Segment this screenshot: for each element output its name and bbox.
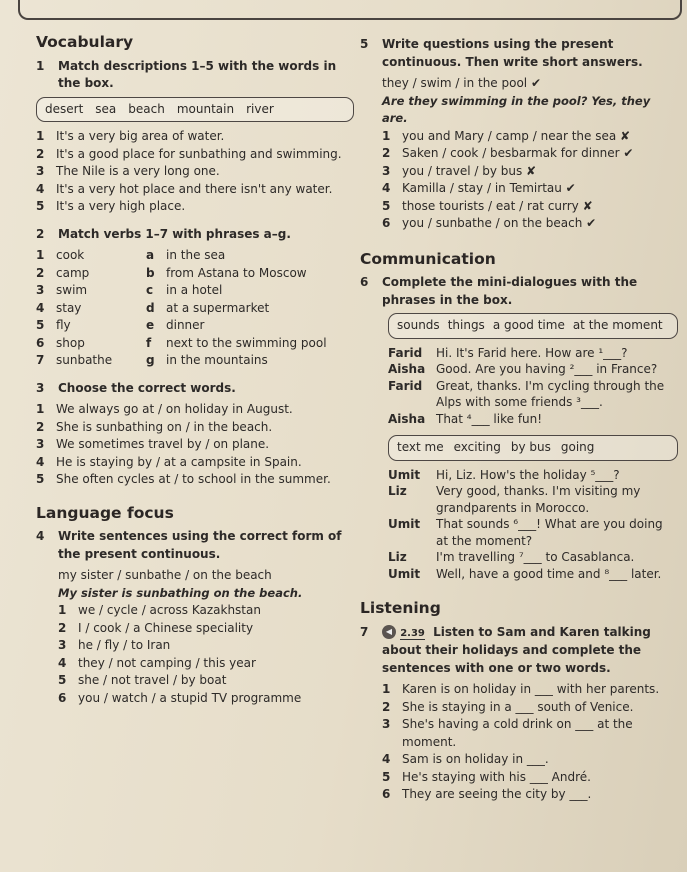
list-item: 2 She is staying in a ___ south of Venice. bbox=[382, 699, 634, 714]
audio-icon[interactable]: ◀ bbox=[382, 625, 396, 639]
listening-heading: Listening bbox=[360, 599, 441, 617]
exercise-5-instruction: 5 Write questions using the present continuous. Then write short answers. bbox=[360, 37, 643, 69]
list-item: 5 she / not travel / by boat bbox=[58, 673, 227, 687]
phrase-box-1: sounds things a good time at the moment bbox=[388, 313, 678, 339]
list-item: 1 It's a very big area of water. bbox=[36, 129, 225, 143]
word-box-item: beach bbox=[128, 101, 165, 116]
verb-cell: 7 sunbathe bbox=[36, 353, 113, 367]
left-column bbox=[36, 34, 354, 707]
model-prompt: my sister / sunbathe / on the beach bbox=[58, 568, 272, 582]
list-item: 2 Saken / cook / besbarmak for dinner ✔ bbox=[382, 146, 634, 160]
list-item: 1 we / cycle / across Kazakhstan bbox=[58, 603, 261, 617]
exercise-5-items bbox=[360, 128, 678, 233]
exercise-4-items bbox=[36, 602, 354, 707]
exercise-7-instruction: 7 ◀ 2.39 Listen to Sam and Karen talking about their holidays and complete the sentences with one or two words. bbox=[360, 624, 651, 675]
instruction-text: Match descriptions 1–5 with the words in the box. bbox=[58, 58, 337, 90]
track-number: 2.39 bbox=[400, 627, 425, 639]
word-box-item: mountain bbox=[176, 101, 235, 116]
dialogue-2: Umit Hi, Liz. How's the holiday ⁵___? Liz Very good, thanks. I'm visiting my grandparents in Morocco. Umit That sounds ⁶___! What are you doing at the moment? Liz I'm travelling ⁷___ to Casablanca. Umit Well, have a good time and ⁸___ later. bbox=[388, 467, 663, 581]
verb-cell: 4 stay bbox=[36, 300, 82, 315]
phrase-cell: d at a supermarket bbox=[146, 300, 270, 315]
verb-cell: 5 fly bbox=[36, 318, 71, 332]
list-item: 3 you / travel / by bus ✘ bbox=[382, 163, 537, 178]
list-item: 1 We always go at / on holiday in August. bbox=[36, 402, 293, 416]
verb-cell: 2 camp bbox=[36, 265, 90, 280]
vocabulary-heading: Vocabulary bbox=[36, 33, 134, 51]
phrase-box-2: text me exciting by bus going bbox=[388, 435, 678, 461]
word-box-item: river bbox=[246, 101, 274, 116]
exercise-3-instruction: 3 Choose the correct words. bbox=[36, 380, 236, 395]
list-item: 5 He's staying with his ___ André. bbox=[382, 769, 591, 784]
exercise-1-items bbox=[36, 128, 354, 216]
list-item: 5 She often cycles at / to school in the summer. bbox=[36, 472, 331, 486]
list-item: 1 Karen is on holiday in ___ with her parents. bbox=[382, 682, 660, 696]
phrase-cell: c in a hotel bbox=[146, 283, 223, 297]
word-box-1 bbox=[36, 97, 354, 123]
verb-cell: 6 shop bbox=[36, 335, 85, 350]
exercise-1-instruction bbox=[36, 58, 354, 93]
communication-heading: Communication bbox=[360, 249, 496, 268]
exercise-6-instruction: 6 Complete the mini-dialogues with the phrases in the box. bbox=[360, 275, 638, 307]
phrase-cell: a in the sea bbox=[146, 248, 226, 262]
phrase-cell: f next to the swimming pool bbox=[146, 335, 327, 350]
exercise-number: 1 bbox=[36, 58, 45, 73]
model-answer: Are they swimming in the pool? Yes, they are. bbox=[382, 93, 651, 125]
list-item: 6 They are seeing the city by ___. bbox=[382, 787, 592, 801]
exercise-3-items bbox=[36, 401, 354, 489]
exercise-4-instruction: 4 Write sentences using the correct form of the present continuous. bbox=[36, 529, 342, 561]
list-item: 4 He is staying by / at a campsite in Spain. bbox=[36, 454, 302, 469]
right-column bbox=[360, 36, 678, 804]
phrase-cell: g in the mountains bbox=[146, 353, 268, 367]
language-focus-heading: Language focus bbox=[36, 503, 174, 522]
list-item: 3 She's having a cold drink on ___ at the moment. bbox=[382, 717, 633, 749]
list-item: 4 It's a very hot place and there isn't any water. bbox=[36, 181, 333, 196]
verb-cell: 3 swim bbox=[36, 283, 88, 297]
word-box-item: sea bbox=[95, 101, 117, 116]
list-item: 5 those tourists / eat / rat curry ✘ bbox=[382, 198, 593, 213]
top-frame bbox=[18, 0, 682, 20]
model-answer: My sister is sunbathing on the beach. bbox=[58, 585, 303, 600]
dialogue-1: Farid Hi. It's Farid here. How are ¹___? Aisha Good. Are you having ²___ in France? Farid Great, thanks. I'm cycling through the Alps with some friends ³___. Aisha That ⁴___ like fun! bbox=[388, 345, 665, 426]
list-item: 2 I / cook / a Chinese speciality bbox=[58, 620, 254, 635]
list-item: 3 The Nile is a very long one. bbox=[36, 164, 220, 178]
list-item: 6 you / watch / a stupid TV programme bbox=[58, 690, 302, 705]
list-item: 3 We sometimes travel by / on plane. bbox=[36, 437, 270, 451]
phrase-cell: b from Astana to Moscow bbox=[146, 265, 307, 280]
verb-cell: 1 cook bbox=[36, 248, 85, 262]
exercise-7-items bbox=[360, 681, 678, 804]
list-item: 6 you / sunbathe / on the beach ✔ bbox=[382, 216, 597, 230]
list-item: 2 She is sunbathing on / in the beach. bbox=[36, 419, 273, 434]
verb-phrase-table bbox=[36, 247, 354, 370]
list-item: 4 Kamilla / stay / in Temirtau ✔ bbox=[382, 181, 576, 195]
phrase-cell: e dinner bbox=[146, 318, 205, 332]
model-prompt: they / swim / in the pool ✔ bbox=[382, 76, 541, 90]
list-item: 1 you and Mary / camp / near the sea ✘ bbox=[382, 128, 631, 143]
list-item: 3 he / fly / to Iran bbox=[58, 638, 171, 652]
list-item: 4 they / not camping / this year bbox=[58, 655, 256, 670]
list-item: 5 It's a very high place. bbox=[36, 199, 186, 213]
list-item: 4 Sam is on holiday in ___. bbox=[382, 752, 549, 766]
exercise-2-instruction: 2 Match verbs 1–7 with phrases a–g. bbox=[36, 226, 291, 241]
list-item: 2 It's a good place for sunbathing and swimming. bbox=[36, 146, 342, 161]
word-box-item: desert bbox=[45, 101, 84, 116]
